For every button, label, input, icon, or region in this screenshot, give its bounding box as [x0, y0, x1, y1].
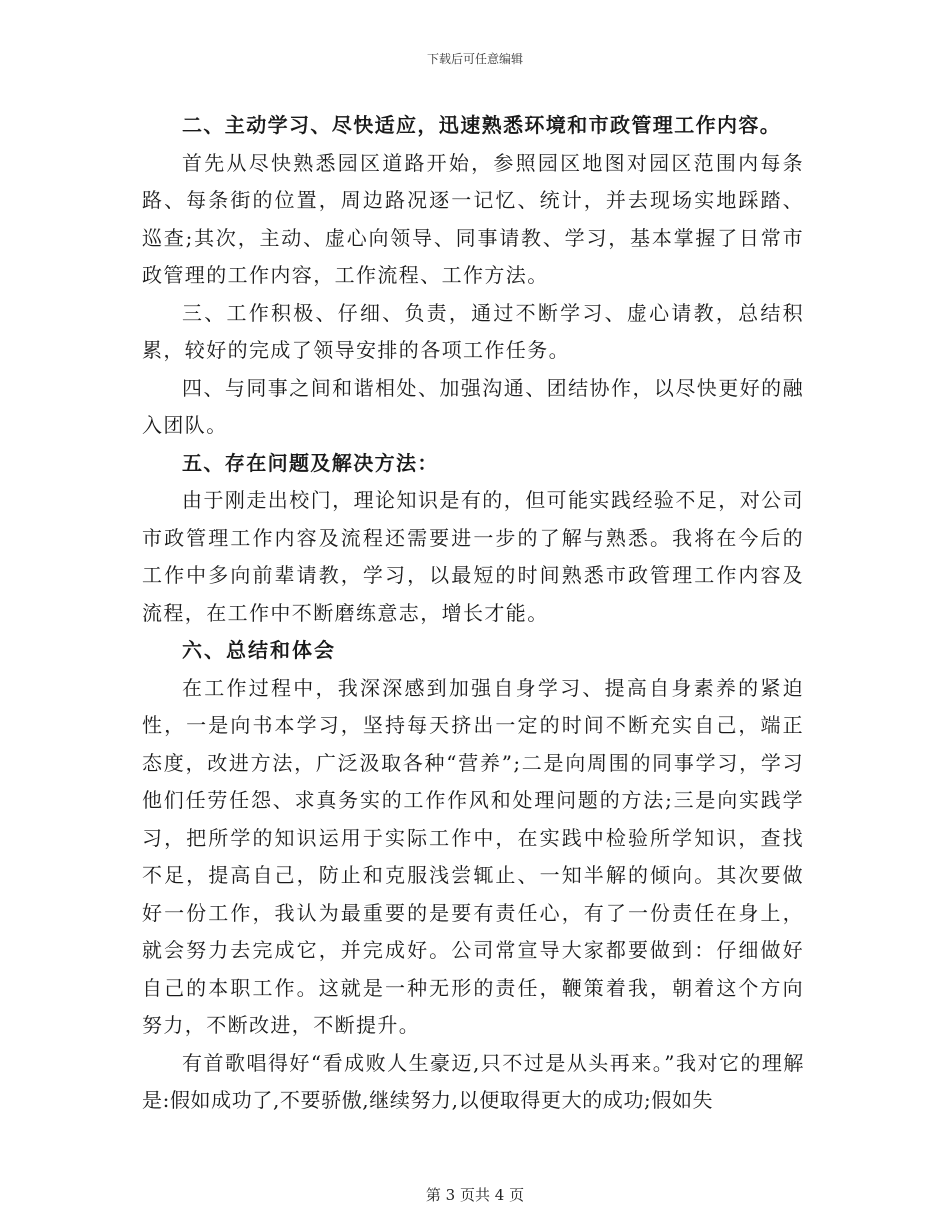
paragraph-6: 在工作过程中，我深深感到加强自身学习、提高自身素养的紧迫性，一是向书本学习，坚持每天挤出一定的时间不断充实自己，端正态度，改进方法，广泛汲取各种“营养”;二是向周围的同事学习，学习他们任劳任怨、求真务实的工作作风和处理问题的方法;三是向实践学习，把所学的知识运用于实际工作中，在实践中检验所学知识，查找不足，提高自己，防止和克服浅尝辄止、一知半解的倾向。其次要做好一份工作，我认为最重要的是要有责任心，有了一份责任在身上，就会努力去完成它，并完成好。公司常宣导大家都要做到：仔细做好自己的本职工作。这就是一种无形的责任，鞭策着我，朝着这个方向努力，不断改进，不断提升。 — [142, 675, 804, 1037]
section-heading-5: 五、存在问题及解决方法： — [182, 450, 439, 475]
paragraph-7: 有首歌唱得好“看成败人生豪迈,只不过是从头再来。”我对它的理解是:假如成功了,不要骄傲,继续努力,以便取得更大的成功;假如失 — [142, 1050, 804, 1112]
page-header: 下载后可任意编辑 — [426, 52, 523, 66]
paragraph-5: 由于刚走出校门，理论知识是有的，但可能实践经验不足，对公司市政管理工作内容及流程还需要进一步的了解与熟悉。我将在今后的工作中多向前辈请教，学习，以最短的时间熟悉市政管理工作内容及流程，在工作中不断磨练意志，增长才能。 — [142, 488, 804, 625]
section-heading-2: 二、主动学习、尽快适应，迅速熟悉环境和市政管理工作内容。 — [182, 113, 782, 137]
section-heading-6: 六、总结和体会 — [182, 638, 336, 662]
paragraph-3: 三、工作积极、仔细、负责，通过不断学习、虚心请教，总结积累，较好的完成了领导安排的各项工作任务。 — [142, 300, 804, 362]
document-body — [142, 107, 804, 1120]
paragraph-2: 首先从尽快熟悉园区道路开始，参照园区地图对园区范围内每条路、每条街的位置，周边路况逐一记忆、统计，并去现场实地踩踏、巡查;其次，主动、虚心向领导、同事请教、学习，基本掌握了日常市政管理的工作内容，工作流程、工作方法。 — [142, 150, 804, 287]
page-footer: 第 3 页共 4 页 — [425, 1186, 525, 1204]
paragraph-4: 四、与同事之间和谐相处、加强沟通、团结协作，以尽快更好的融入团队。 — [142, 375, 804, 437]
